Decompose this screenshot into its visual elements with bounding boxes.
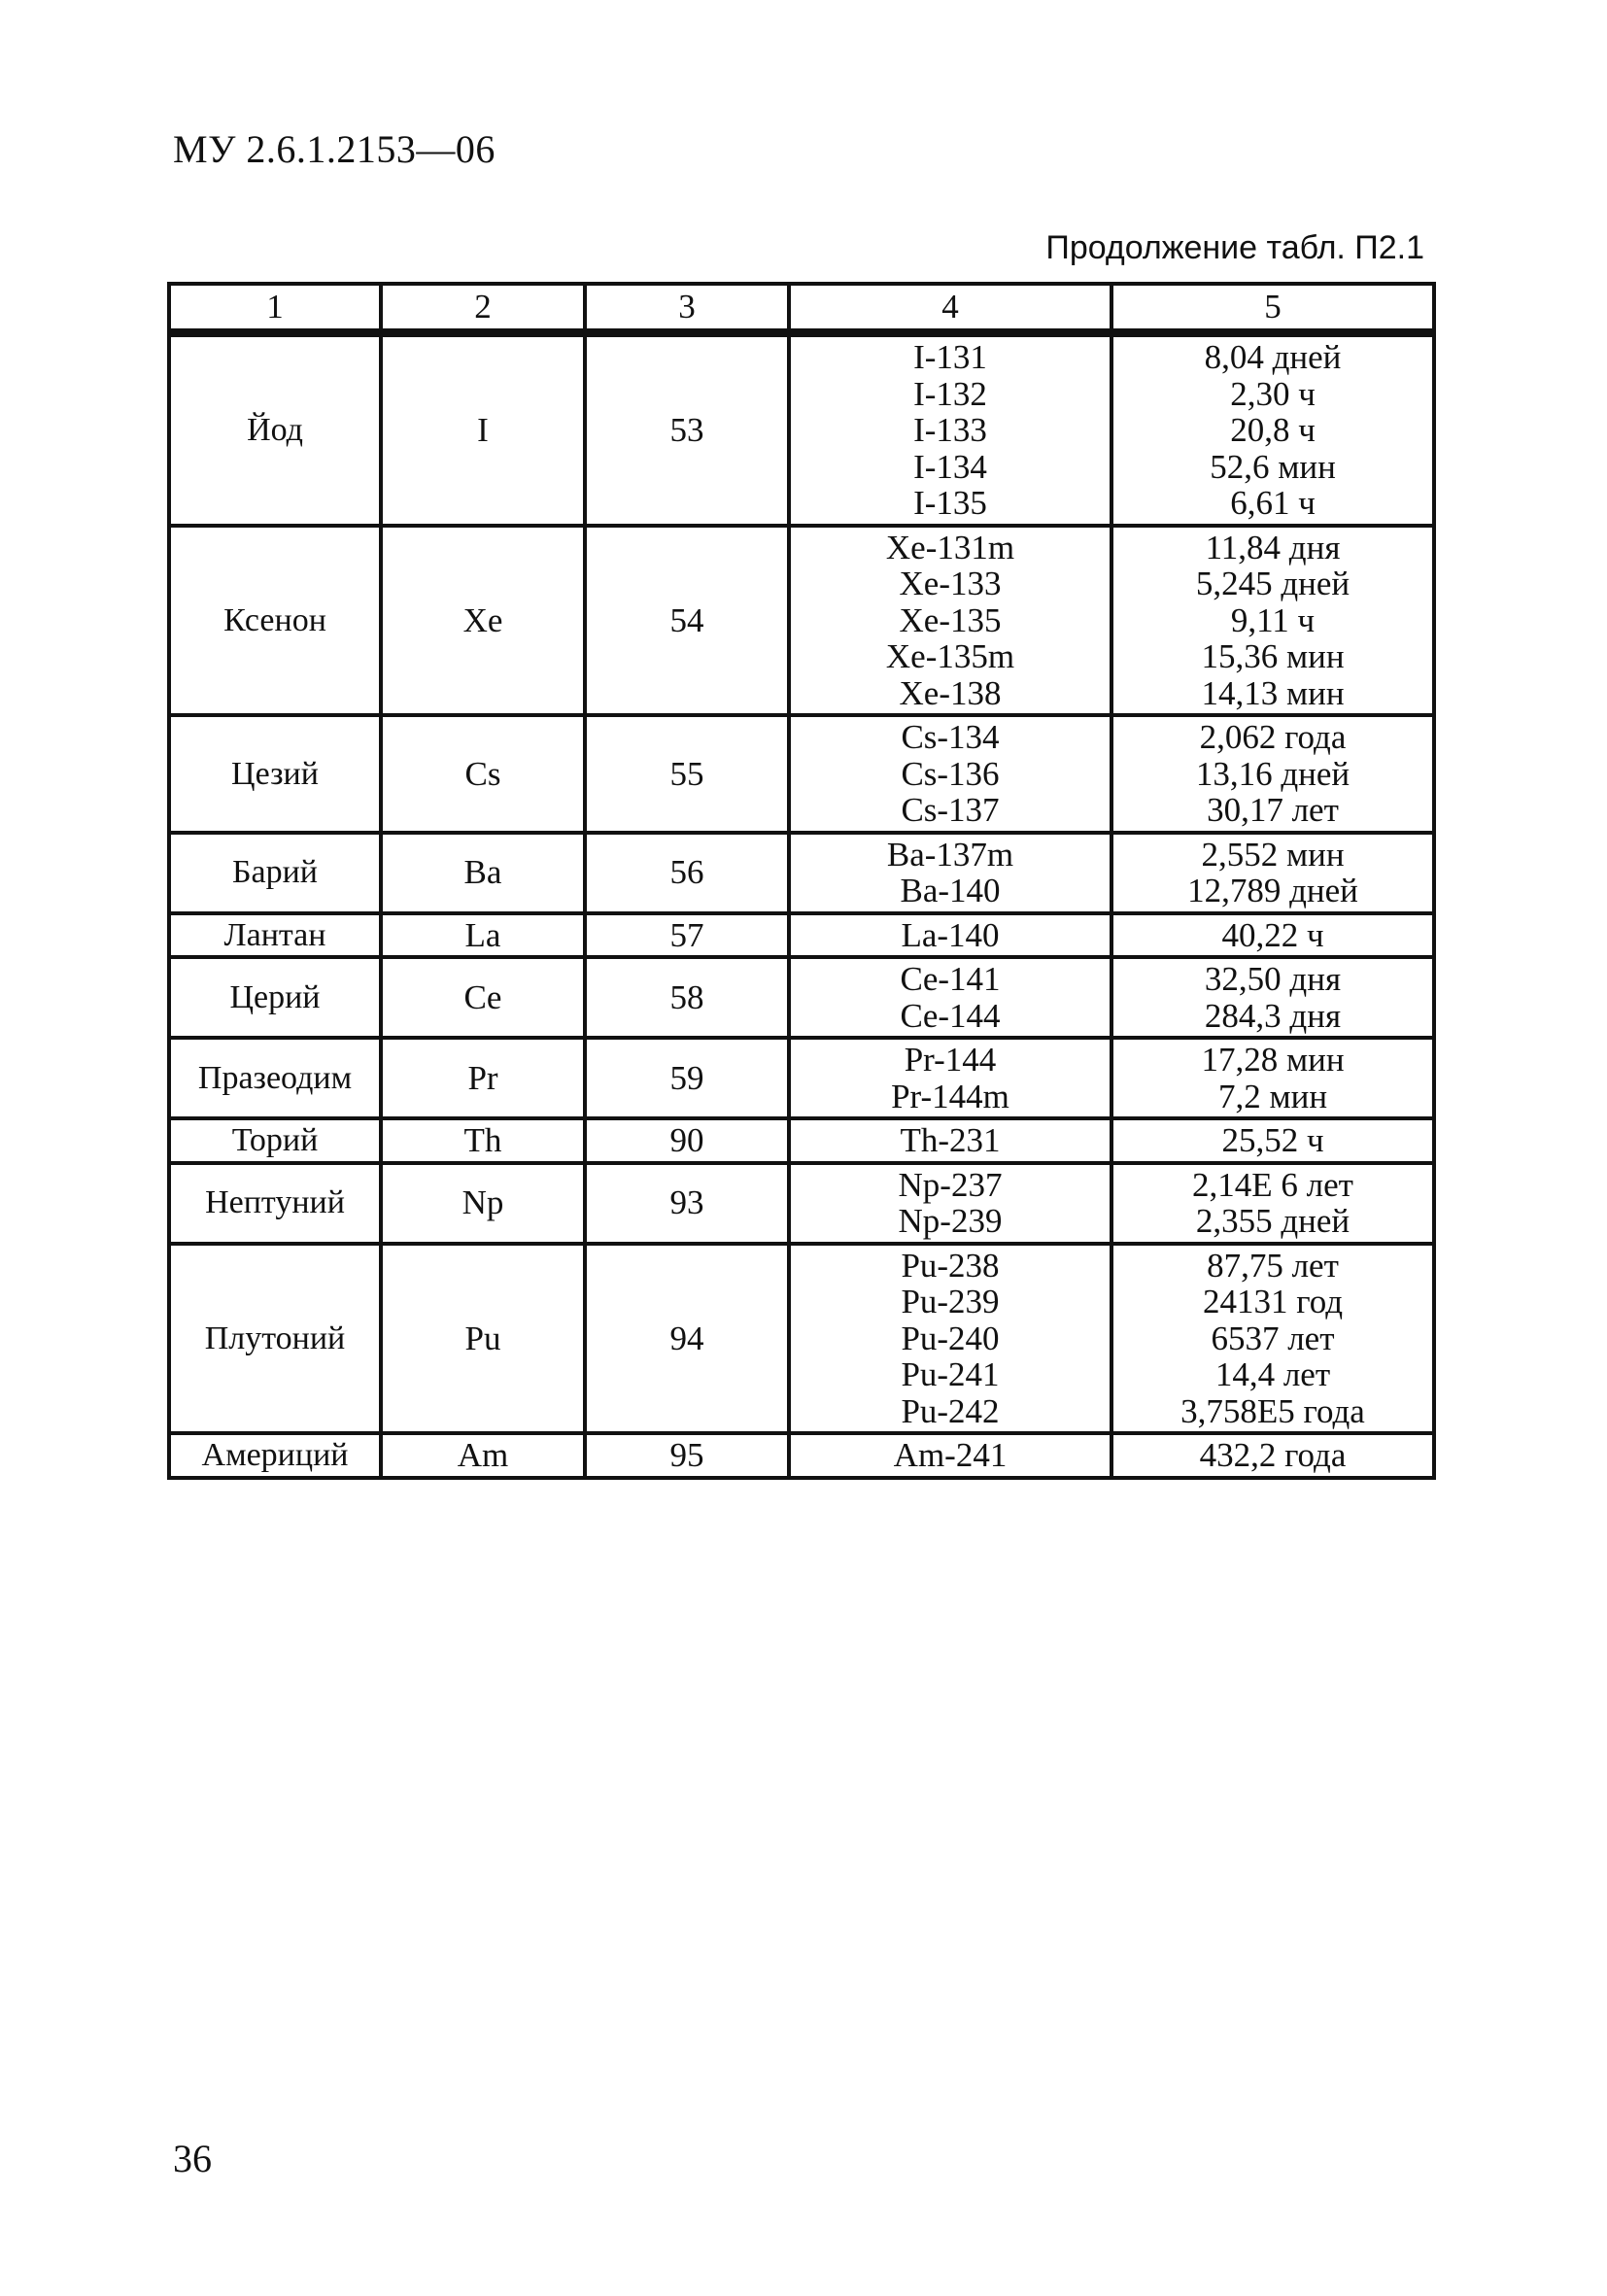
half-life-line: 8,04 дней bbox=[1204, 338, 1342, 376]
nuclide-line: Th-231 bbox=[900, 1121, 1001, 1159]
atomic-number-cell: 95 bbox=[585, 1433, 789, 1478]
atomic-number-cell: 54 bbox=[585, 526, 789, 716]
nuclide-line: Pu-241 bbox=[901, 1355, 1000, 1393]
element-name-cell: Нептуний bbox=[169, 1163, 381, 1244]
nuclide-line: I-133 bbox=[913, 411, 987, 449]
atomic-number-cell: 58 bbox=[585, 957, 789, 1038]
nuclide-line: Pu-242 bbox=[901, 1391, 1000, 1430]
half-life-line: 6,61 ч bbox=[1230, 484, 1316, 522]
nuclide-line: Pu-240 bbox=[901, 1319, 1000, 1357]
element-name-cell: Америций bbox=[169, 1433, 381, 1478]
nuclide-line: Pu-238 bbox=[901, 1246, 1000, 1285]
column-header-1: 1 bbox=[169, 284, 381, 333]
table-row bbox=[169, 1433, 1434, 1478]
element-name-cell: Празеодим bbox=[169, 1038, 381, 1118]
half-life-line: 14,13 мин bbox=[1201, 673, 1345, 712]
atomic-number-cell: 59 bbox=[585, 1038, 789, 1118]
element-symbol-cell: I bbox=[381, 333, 585, 526]
nuclide-line: Cs-134 bbox=[901, 718, 1000, 756]
nuclide-cell bbox=[789, 333, 1111, 526]
half-life-line: 432,2 года bbox=[1199, 1436, 1347, 1474]
element-symbol-cell: Ce bbox=[381, 957, 585, 1038]
nuclide-line: I-131 bbox=[913, 338, 987, 376]
half-life-line: 40,22 ч bbox=[1221, 915, 1324, 954]
nuclide-cell bbox=[789, 1433, 1111, 1478]
nuclide-line: Xe-133 bbox=[899, 565, 1002, 602]
nuclide-line: I-132 bbox=[913, 374, 987, 413]
nuclide-cell bbox=[789, 1118, 1111, 1163]
table-row bbox=[169, 913, 1434, 958]
half-life-line: 2,14E 6 лет bbox=[1192, 1165, 1353, 1204]
nuclide-line: Xe-138 bbox=[899, 673, 1002, 712]
table-row bbox=[169, 333, 1434, 526]
half-life-cell bbox=[1111, 333, 1434, 526]
half-life-line: 52,6 мин bbox=[1210, 447, 1336, 486]
half-life-line: 15,36 мин bbox=[1201, 637, 1345, 675]
atomic-number-cell: 56 bbox=[585, 833, 789, 913]
nuclide-line: Pu-239 bbox=[901, 1283, 1000, 1320]
table-row bbox=[169, 1244, 1434, 1434]
table-row bbox=[169, 1163, 1434, 1244]
half-life-cell bbox=[1111, 1244, 1434, 1434]
half-life-line: 3,758E5 года bbox=[1180, 1391, 1365, 1430]
nuclide-cell bbox=[789, 957, 1111, 1038]
element-name-cell: Торий bbox=[169, 1118, 381, 1163]
half-life-line: 6537 лет bbox=[1211, 1319, 1335, 1357]
element-symbol-cell: Np bbox=[381, 1163, 585, 1244]
half-life-line: 5,245 дней bbox=[1195, 565, 1351, 602]
half-life-line: 17,28 мин bbox=[1201, 1041, 1345, 1079]
element-name-cell: Плутоний bbox=[169, 1244, 381, 1434]
nuclide-line: La-140 bbox=[901, 915, 1000, 954]
half-life-cell bbox=[1111, 1433, 1434, 1478]
element-name-cell: Церий bbox=[169, 957, 381, 1038]
atomic-number-cell: 53 bbox=[585, 333, 789, 526]
half-life-cell bbox=[1111, 715, 1434, 833]
element-symbol-cell: Ba bbox=[381, 833, 585, 913]
document-code: МУ 2.6.1.2153—06 bbox=[173, 127, 496, 171]
half-life-line: 284,3 дня bbox=[1204, 996, 1342, 1035]
atomic-number-cell: 57 bbox=[585, 913, 789, 958]
half-life-cell bbox=[1111, 1038, 1434, 1118]
nuclide-table bbox=[167, 282, 1436, 1480]
nuclide-line: Ce-141 bbox=[900, 960, 1001, 998]
nuclide-line: Xe-135m bbox=[885, 637, 1015, 675]
nuclide-table-container bbox=[167, 282, 1432, 1480]
table-row bbox=[169, 833, 1434, 913]
element-name-cell: Ксенон bbox=[169, 526, 381, 716]
nuclide-cell bbox=[789, 715, 1111, 833]
nuclide-line: Ba-140 bbox=[900, 872, 1001, 909]
nuclide-line: Ba-137m bbox=[886, 835, 1014, 874]
table-row bbox=[169, 1118, 1434, 1163]
half-life-cell bbox=[1111, 833, 1434, 913]
half-life-line: 2,062 года bbox=[1199, 718, 1347, 756]
nuclide-line: Pr-144 bbox=[904, 1041, 997, 1079]
half-life-line: 2,355 дней bbox=[1195, 1202, 1351, 1240]
column-header-4: 4 bbox=[789, 284, 1111, 333]
half-life-line: 2,552 мин bbox=[1201, 835, 1345, 874]
column-header-2: 2 bbox=[381, 284, 585, 333]
half-life-line: 30,17 лет bbox=[1207, 791, 1339, 829]
column-header-5: 5 bbox=[1111, 284, 1434, 333]
half-life-cell bbox=[1111, 957, 1434, 1038]
half-life-cell bbox=[1111, 1118, 1434, 1163]
nuclide-line: Pr-144m bbox=[891, 1077, 1009, 1115]
nuclide-line: I-134 bbox=[913, 447, 987, 486]
nuclide-cell bbox=[789, 1038, 1111, 1118]
half-life-line: 25,52 ч bbox=[1221, 1121, 1324, 1159]
element-symbol-cell: Cs bbox=[381, 715, 585, 833]
nuclide-line: Cs-136 bbox=[901, 754, 1000, 793]
half-life-line: 32,50 дня bbox=[1204, 960, 1342, 998]
nuclide-cell bbox=[789, 1163, 1111, 1244]
nuclide-cell bbox=[789, 1244, 1111, 1434]
table-body bbox=[169, 333, 1434, 1478]
half-life-line: 7,2 мин bbox=[1217, 1077, 1328, 1115]
nuclide-line: Cs-137 bbox=[901, 791, 1000, 829]
atomic-number-cell: 93 bbox=[585, 1163, 789, 1244]
half-life-line: 14,4 лет bbox=[1214, 1355, 1331, 1393]
nuclide-cell bbox=[789, 913, 1111, 958]
half-life-line: 11,84 дня bbox=[1205, 528, 1341, 566]
half-life-line: 20,8 ч bbox=[1230, 411, 1316, 449]
half-life-cell bbox=[1111, 1163, 1434, 1244]
nuclide-line: Np-237 bbox=[898, 1165, 1003, 1204]
table-row bbox=[169, 1038, 1434, 1118]
table-caption: Продолжение табл. П2.1 bbox=[1045, 229, 1424, 266]
atomic-number-cell: 90 bbox=[585, 1118, 789, 1163]
nuclide-line: Xe-135 bbox=[899, 600, 1002, 639]
half-life-line: 13,16 дней bbox=[1195, 754, 1351, 793]
element-name-cell: Йод bbox=[169, 333, 381, 526]
element-symbol-cell: Xe bbox=[381, 526, 585, 716]
table-row bbox=[169, 526, 1434, 716]
nuclide-line: Am-241 bbox=[893, 1436, 1008, 1474]
nuclide-line: Ce-144 bbox=[900, 996, 1001, 1035]
page-number: 36 bbox=[173, 2137, 212, 2180]
nuclide-line: Np-239 bbox=[898, 1202, 1003, 1240]
element-symbol-cell: Am bbox=[381, 1433, 585, 1478]
table-row bbox=[169, 957, 1434, 1038]
table-header-row bbox=[169, 284, 1434, 333]
half-life-line: 87,75 лет bbox=[1207, 1246, 1339, 1285]
element-symbol-cell: La bbox=[381, 913, 585, 958]
half-life-line: 2,30 ч bbox=[1230, 374, 1316, 413]
element-symbol-cell: Pr bbox=[381, 1038, 585, 1118]
element-symbol-cell: Th bbox=[381, 1118, 585, 1163]
element-name-cell: Цезий bbox=[169, 715, 381, 833]
element-symbol-cell: Pu bbox=[381, 1244, 585, 1434]
element-name-cell: Лантан bbox=[169, 913, 381, 958]
nuclide-cell bbox=[789, 526, 1111, 716]
element-name-cell: Барий bbox=[169, 833, 381, 913]
atomic-number-cell: 94 bbox=[585, 1244, 789, 1434]
table-row bbox=[169, 715, 1434, 833]
atomic-number-cell: 55 bbox=[585, 715, 789, 833]
half-life-cell bbox=[1111, 913, 1434, 958]
half-life-line: 12,789 дней bbox=[1187, 872, 1358, 909]
nuclide-line: Xe-131m bbox=[885, 528, 1015, 566]
half-life-line: 9,11 ч bbox=[1230, 600, 1316, 639]
half-life-line: 24131 год bbox=[1202, 1283, 1344, 1320]
half-life-cell bbox=[1111, 526, 1434, 716]
nuclide-line: I-135 bbox=[913, 484, 987, 522]
nuclide-cell bbox=[789, 833, 1111, 913]
column-header-3: 3 bbox=[585, 284, 789, 333]
